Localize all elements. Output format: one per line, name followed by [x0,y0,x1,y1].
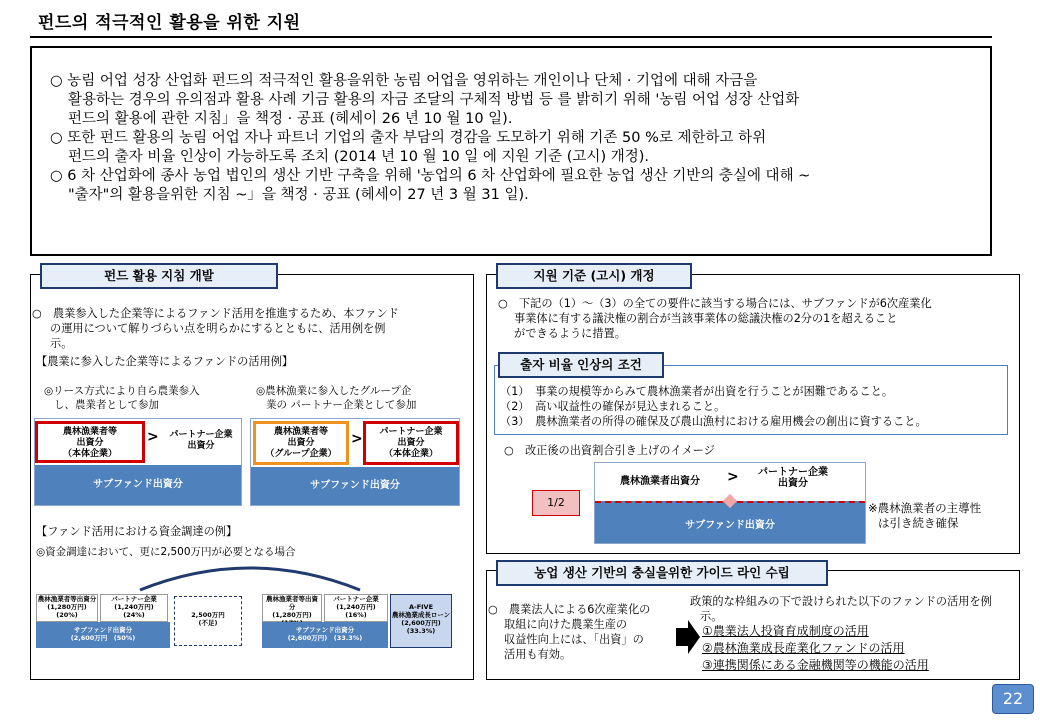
note-line: ※農林漁業者の主導性 [868,501,982,515]
arrow-right-icon [676,620,700,654]
right-bottom-left-text [488,602,678,662]
case2-line: ◎農林漁業に参入したグループ企 [256,385,412,397]
right-text-line: ができるように措置。 [514,327,626,340]
case2-line: 業の パートナー企業として参加 [266,399,417,411]
link-partner-institutions[interactable]: ③連携関係にある金融機関等の機能の活用 [702,658,929,672]
page-number-badge: 22 [992,684,1034,714]
leadership-note [868,501,981,531]
gt-icon: > [351,431,363,447]
d2-group-share: 農林漁業者等 出資分 （グループ企業） [253,421,349,465]
right-bottom-right-text [690,594,1010,624]
s2-subfund: サブファンド出資分 (2,600万円) (33.3%) [262,622,388,648]
intro-line: "출자"의 활용을위한 지침 ~」을 책정 · 공표 (헤세이 27 년 3 월 31 일). [68,187,529,203]
right-top-tag: 지원 기준 (고시) 개정 [496,263,692,289]
intro-line: 활용하는 경우의 유의점과 활용 사례 기금 활용의 자금 조달의 구체적 방법 등 를 밝히기 위해 '농림 어업 성장 산업화 [68,92,800,108]
image-caption: ○ 改正後の出資割合引き上げのイメージ [504,444,715,457]
condition-item: （2） 高い収益性の確保が見込まれること。 [500,400,726,413]
s2-owner: 農林漁業者等出資分 (1,280万円) [262,594,322,622]
diagram-2 [250,418,460,506]
intro-line: ○ 농림 어업 성장 산업화 펀드의 적극적인 활용을위한 농림 어업을 영위하는 개인이나 단체 · 기업에 대해 자금을 [50,73,758,89]
s1-partner: パートナー企業 (1,240万円) (24%) [100,594,168,622]
s2-loan: A-FIVE 農林漁業成長ローン (2,600万円) (33.3%) [390,594,452,648]
s1-shortfall: 2,500万円 (不足) [174,596,242,646]
intro-line: ○ 6 차 산업화에 종사 농업 법인의 생산 기반 구축을 위해 '농업의 6 차 산업화에 필요한 농업 생산 기반의 충실에 대해 ~ [50,168,811,184]
intro-line: 펀드의 출자 비율 인상이 가능하도록 조치 (2014 년 10 월 10 일 에 지원 기준 (고시) 개정). [68,149,649,165]
example-heading: 【農業に参入した企業等によるファンドの活用例】 [36,355,294,368]
case2-label [256,384,416,412]
gt-icon: > [727,469,739,485]
conditions-tag: 출자 비율 인상의 조건 [498,352,664,378]
right-top-text [498,296,1018,341]
case1-line: し、農業者として参加 [54,399,159,411]
rb-line: 政策的な枠組みの下で設けられた以下のファンドの活用を例 [690,595,992,608]
intro-box [30,46,992,256]
s2-partner: パートナー企業 (1,240万円) (16%) [324,594,388,622]
rb-line: 取組に向けた農業生産の [504,618,628,631]
half-badge: 1/2 [532,490,580,516]
ratio-subfund-bar: サブファンド出資分 [595,501,865,543]
conditions-list [500,384,1008,429]
ratio-diagram [594,462,866,544]
case1-line: ◎リース方式により自ら農業参入 [44,385,200,397]
right-bottom-tag: 농업 생산 기반의 충실을위한 가이드 라인 수립 [496,560,828,586]
link-growth-fund[interactable]: ②農林漁業成長産業化ファンドの活用 [702,641,905,655]
small-diagram-2 [262,594,468,650]
right-text-line: 事業体に有する議決権の割合が当該事業体の総議決権の2分の1を超えること [514,312,898,325]
intro-line: ○ 또한 펀드 활용의 농림 어업 자나 파트너 기업의 출자 부담의 경감을 도모하기 위해 기존 50 %로 제한하고 하위 [50,130,767,146]
intro-line: 펀드의 활용에 관한 지침」을 책정 · 공표 (헤세이 26 년 10 월 10 일). [68,111,513,127]
left-panel-text [32,306,472,351]
funding-heading: 【ファンド活用における資金調達の例】 [36,525,238,538]
rb-line: 活用も有効。 [504,648,572,661]
d1-owner-share: 農林漁業者等 出資分 （本体企業） [35,421,145,463]
rb-line: ○ 農業法人による6次産業化の [488,603,651,616]
left-panel-tag: 펀드 활용 지침 개발 [40,263,278,289]
d2-subfund-bar: サブファンド出資分 [251,467,459,505]
diagram-1 [34,418,242,506]
d1-partner-share: パートナー企業 出資分 [163,425,239,459]
title-underline [30,36,992,38]
condition-item: （3） 農林漁業者の所得の確保及び農山漁村における雇用機会の創出に資すること。 [500,415,927,428]
right-text-line: ○ 下記の（1）～（3）の全ての要件に該当する場合には、サブファンドが6次産業化 [498,297,932,310]
s1-owner: 農林漁業者等出資分 (1,280万円) (20%) [36,594,98,622]
ratio-owner: 農林漁業者出資分 [595,467,725,497]
funding-case: ◎資金調達において、更に2,500万円が必要となる場合 [36,546,296,558]
condition-item: （1） 事業の規模等からみて農林漁業者が出資を行うことが困難であること。 [500,385,894,398]
left-text-line: の運用について解りづらい点を明らかにするとともに、活用例を例 [50,322,386,335]
case1-label [44,384,200,412]
left-text-line: 示。 [50,337,73,350]
fund-links [702,623,929,674]
note-line: は引き続き確保 [878,516,959,530]
rb-line: 収益性向上には、「出資」の [504,633,644,646]
rb-line: 示。 [700,610,723,623]
d1-subfund-bar: サブファンド出資分 [35,465,241,505]
arc-arrow-icon [130,560,370,594]
left-text-line: ○ 農業参入した企業等によるファンド活用を推進するため、本ファンド [32,307,399,320]
s1-subfund: サブファンド出資分 (2,600万円 (50%) [36,622,170,648]
link-agri-corp-investment[interactable]: ①農業法人投資育成制度の活用 [702,624,869,638]
page-title: 펀드의 적극적인 활용을 위한 지원 [38,13,301,33]
d2-main-share: パートナー企業 出資分 （本体企業） [363,421,459,465]
gt-icon: > [147,429,159,445]
small-diagram-1 [36,594,246,650]
ratio-partner: パートナー企業 出資分 [743,467,843,497]
